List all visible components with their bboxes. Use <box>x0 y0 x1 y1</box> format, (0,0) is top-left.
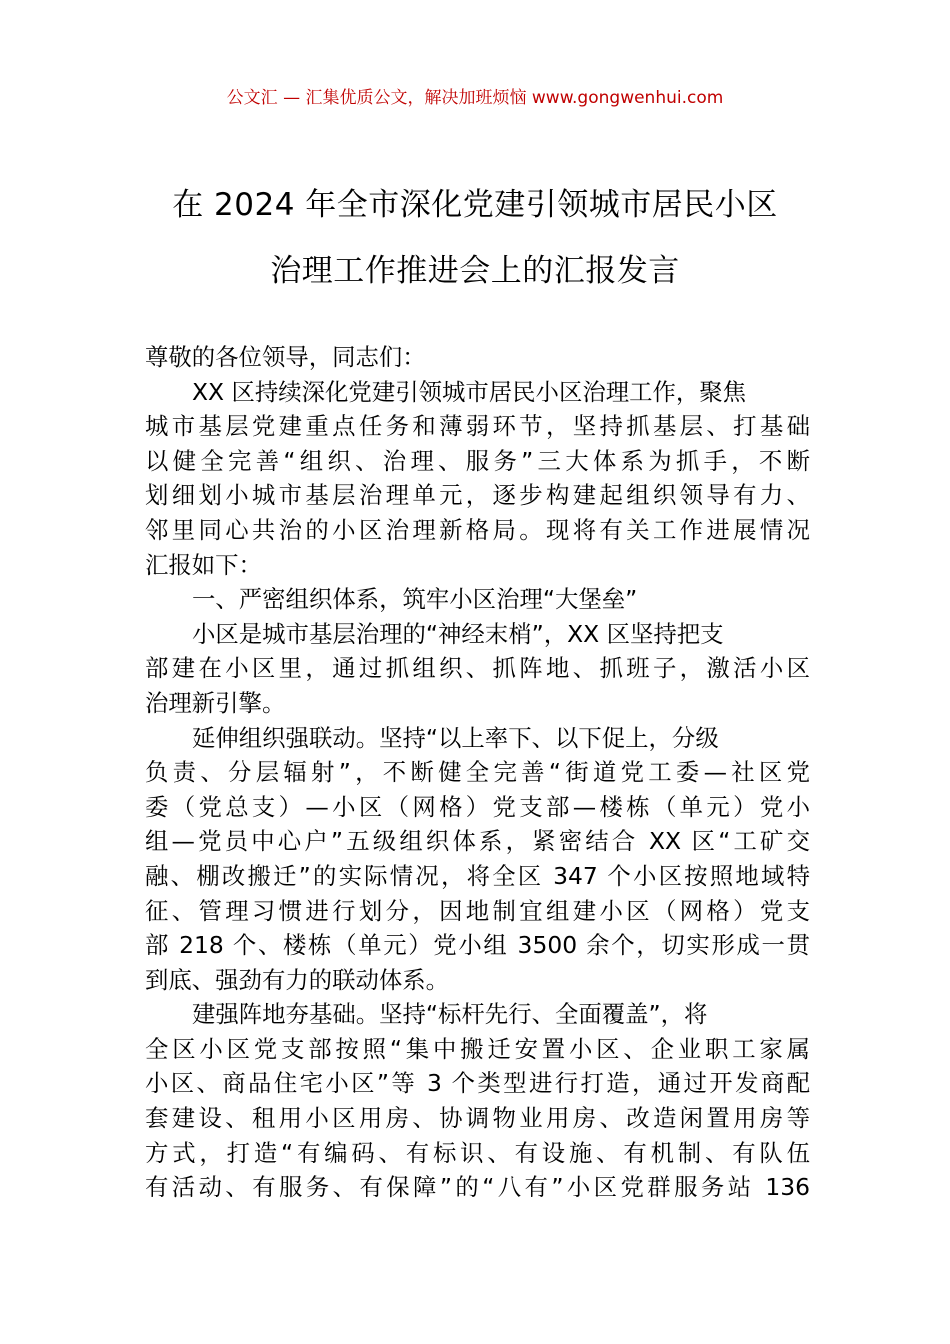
body-line: 负责、分层辐射”，不断健全完善“街道党工委—社区党 <box>145 758 810 787</box>
body-line: 方式，打造“有编码、有标识、有设施、有机制、有队伍 <box>145 1138 810 1167</box>
body-line: 汇报如下： <box>145 550 262 579</box>
body-line: 划细划小城市基层治理单元，逐步构建起组织领导有力、 <box>145 481 810 510</box>
body-line: 组—党员中心户”五级组织体系，紧密结合 XX 区“工矿交 <box>145 827 810 856</box>
section-heading: 一、严密组织体系，筑牢小区治理“大堡垒” <box>192 585 638 614</box>
body-line: 建强阵地夯基础。坚持“标杆先行、全面覆盖”，将 <box>192 1000 708 1029</box>
salutation: 尊敬的各位领导，同志们： <box>145 343 426 371</box>
body-line: 套建设、租用小区用房、协调物业用房、改造闲置用房等 <box>145 1104 810 1133</box>
document-title-line-1: 在 2024 年全市深化党建引领城市居民小区 <box>172 187 778 223</box>
body-line: 有活动、有服务、有保障”的“八有”小区党群服务站 136 <box>145 1173 810 1202</box>
body-line: 城市基层党建重点任务和薄弱环节，坚持抓基层、打基础 <box>145 412 810 441</box>
body-line: 到底、强劲有力的联动体系。 <box>145 965 450 994</box>
document-body <box>145 340 810 1205</box>
body-line: 征、管理习惯进行划分，因地制宜组建小区（网格）党支 <box>145 896 810 925</box>
site-header-banner: 公文汇 — 汇集优质公文，解决加班烦恼 www.gongwenhui.com <box>226 88 724 108</box>
body-line: 部 218 个、楼栋（单元）党小组 3500 余个，切实形成一贯 <box>145 931 810 960</box>
body-line: 以健全完善“组织、治理、服务”三大体系为抓手，不断 <box>145 446 810 475</box>
body-line: 延伸组织强联动。坚持“以上率下、以下促上，分级 <box>192 723 719 752</box>
body-line: 小区、商品住宅小区”等 3 个类型进行打造，通过开发商配 <box>145 1069 810 1098</box>
body-line: 治理新引擎。 <box>145 688 286 717</box>
document-title-line-2: 治理工作推进会上的汇报发言 <box>270 253 680 289</box>
body-line: 部建在小区里，通过抓组织、抓阵地、抓班子，激活小区 <box>145 654 810 683</box>
body-line: 邻里同心共治的小区治理新格局。现将有关工作进展情况 <box>145 515 810 544</box>
body-line: 委（党总支）—小区（网格）党支部—楼栋（单元）党小 <box>145 792 810 821</box>
body-line: XX 区持续深化党建引领城市居民小区治理工作，聚焦 <box>192 377 747 406</box>
body-line: 小区是城市基层治理的“神经末梢”，XX 区坚持把支 <box>192 619 724 648</box>
body-line: 融、棚改搬迁”的实际情况，将全区 347 个小区按照地域特 <box>145 861 810 890</box>
body-line: 全区小区党支部按照“集中搬迁安置小区、企业职工家属 <box>145 1034 810 1063</box>
